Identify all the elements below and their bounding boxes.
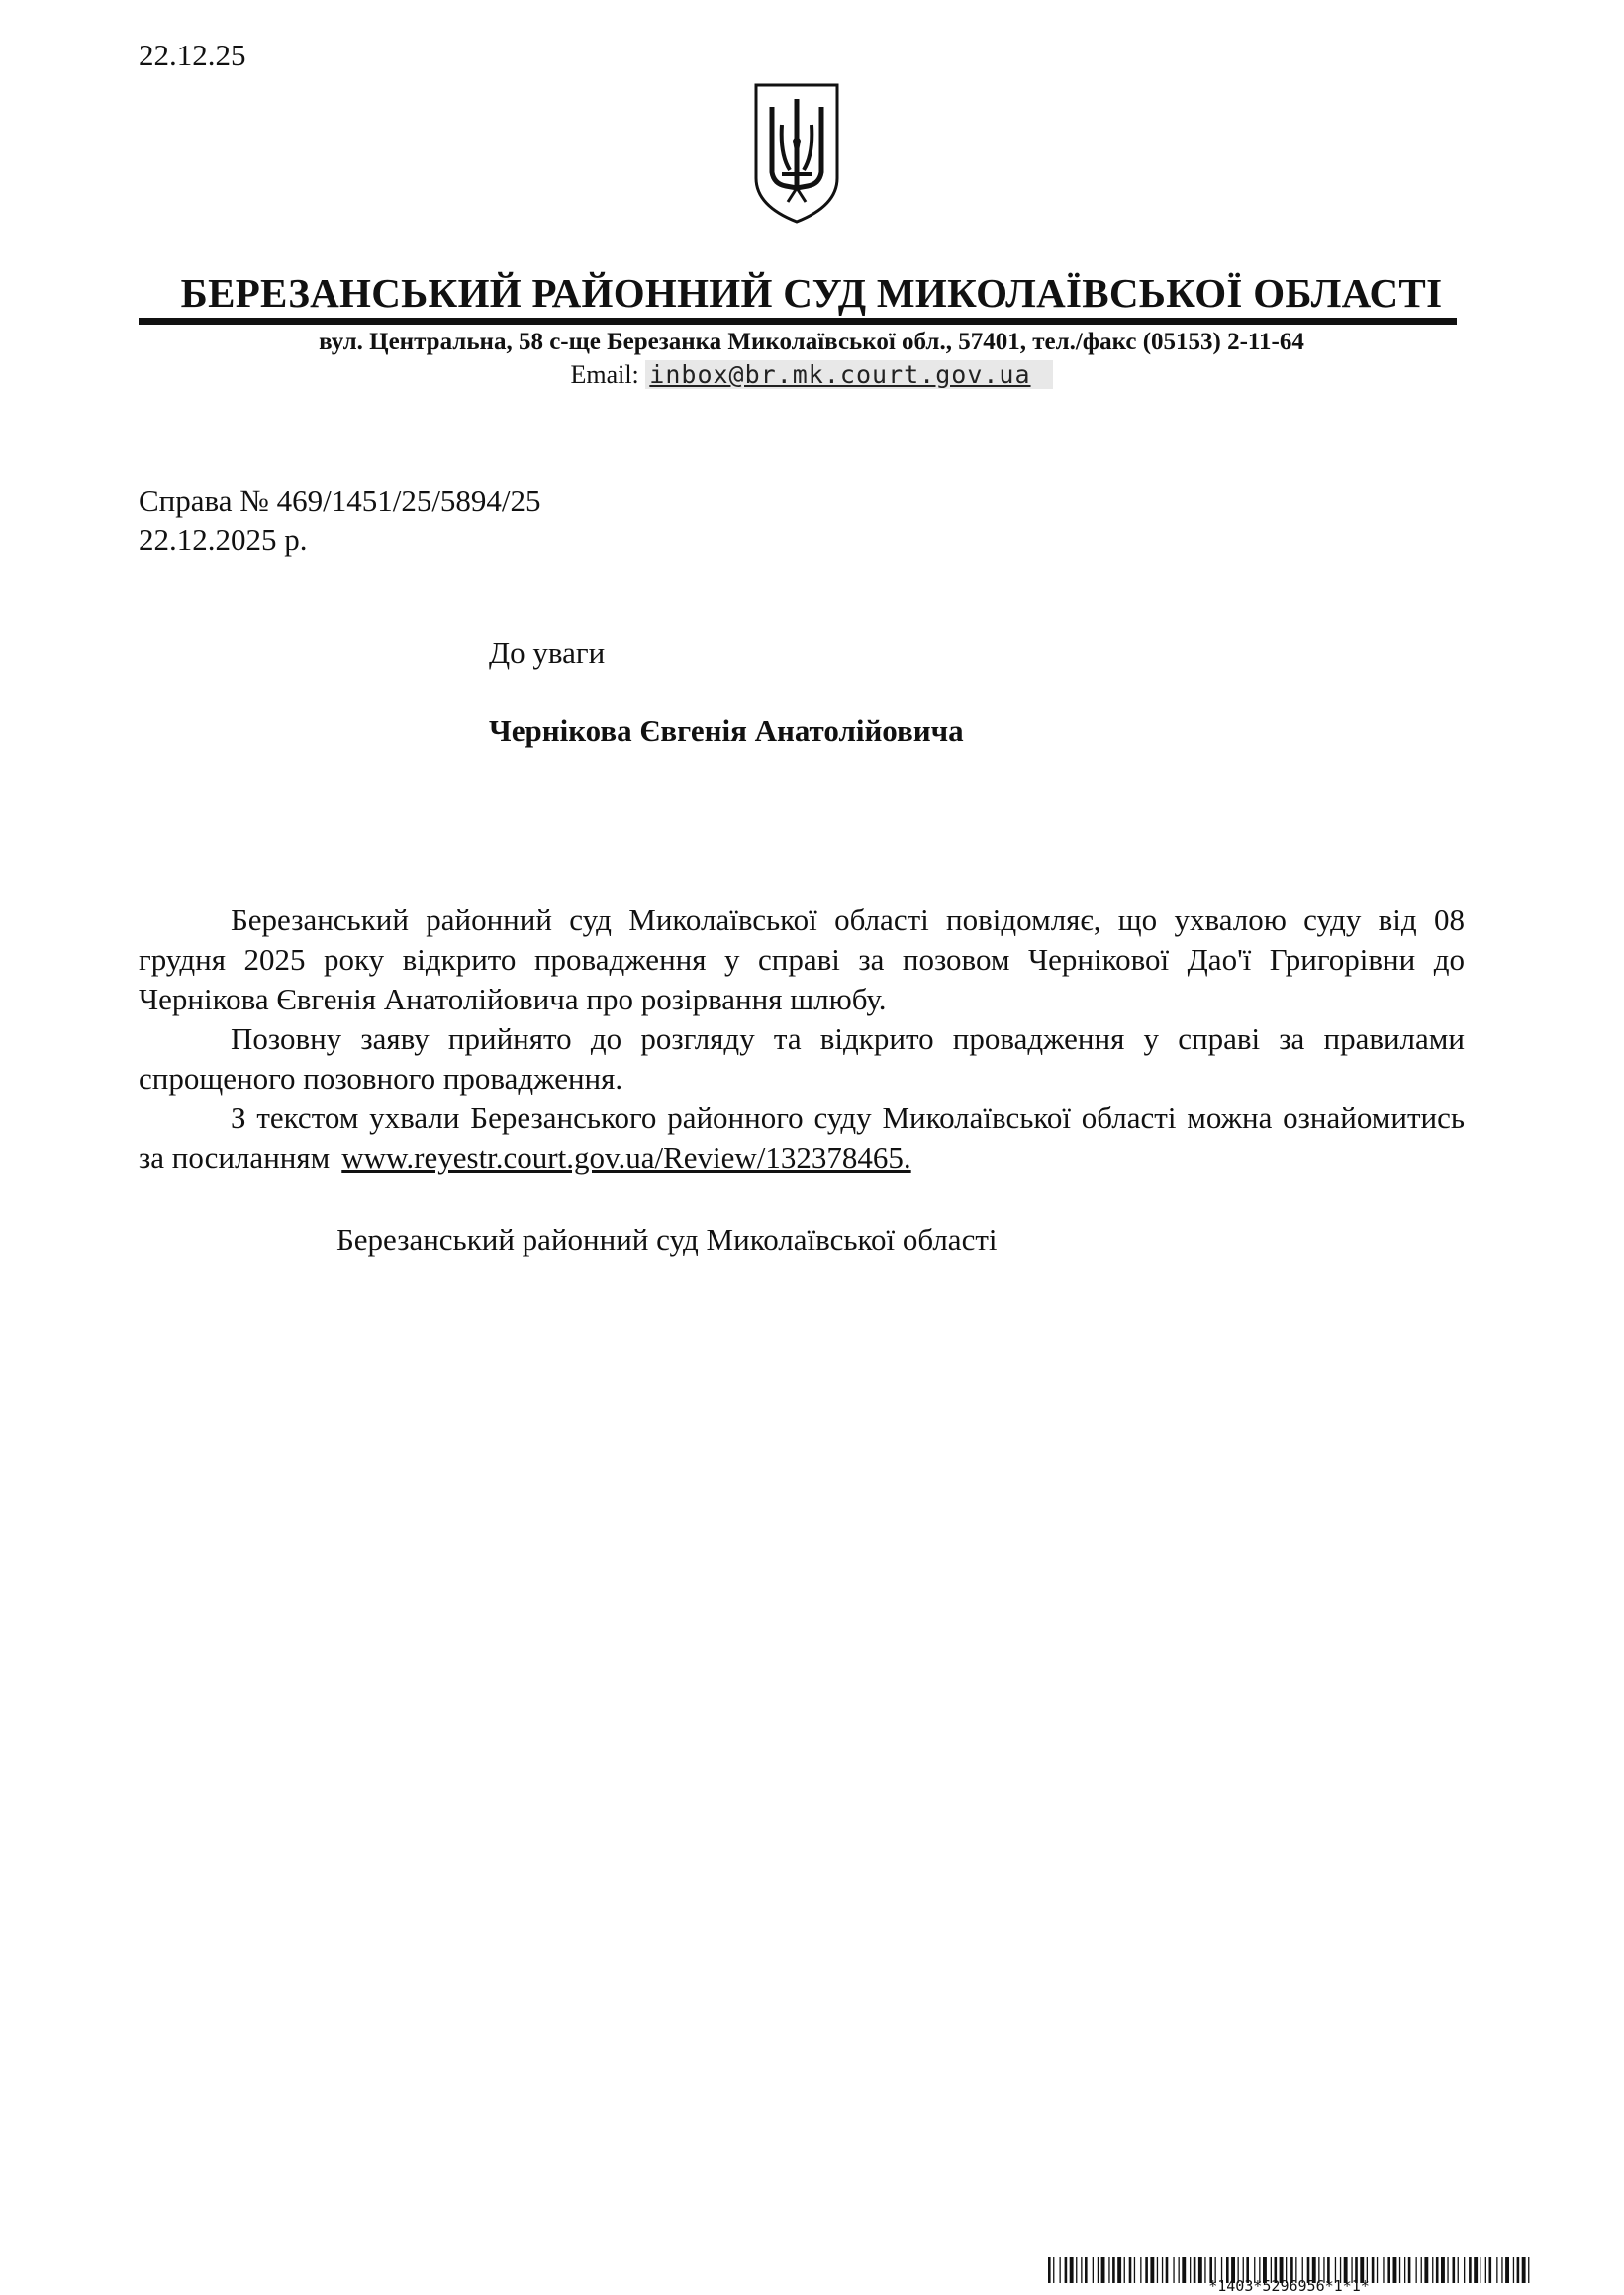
body-paragraph: Березанський районний суд Миколаївської області повідомляє, що ухвалою суду від 08 грудня 2025 року відкрито провадження у справі за позовом Чернікової Дао'ї Григорівни до Чернікова Євгенія Анатолійовича про розірвання шлюбу.: [139, 903, 1465, 1016]
body-paragraph: Позовну заяву прийнято до розгляду та відкрито провадження у справі за правилами спрощеного позовного провадження.: [139, 1021, 1465, 1096]
registry-link[interactable]: www.reyestr.court.gov.ua/Review/132378465.: [341, 1140, 911, 1175]
case-date: 22.12.2025 р.: [139, 523, 308, 557]
coat-of-arms-icon: [752, 81, 841, 226]
case-number: Справа № 469/1451/25/5894/25: [139, 483, 541, 518]
email-label: Email:: [570, 360, 639, 389]
email-link[interactable]: inbox@br.mk.court.gov.ua: [645, 360, 1052, 389]
court-name-heading: БЕРЕЗАНСЬКИЙ РАЙОННИЙ СУД МИКОЛАЇВСЬКОЇ ОБЛАСТІ: [180, 270, 1443, 316]
email-line: [119, 360, 1504, 390]
attention-label: До уваги: [489, 635, 606, 670]
signature-line: Березанський районний суд Миколаївської області: [336, 1222, 998, 1257]
date-stamp: 22.12.25: [139, 38, 246, 72]
recipient-name: Чернікова Євгенія Анатолійовича: [489, 714, 964, 748]
body-paragraph-text: З текстом ухвали Березанського районного суду Миколаївської області можна ознайомитись за посиланням: [139, 1100, 1465, 1175]
header-divider: [139, 318, 1457, 325]
document-barcode: [1048, 2257, 1530, 2295]
court-address: вул. Центральна, 58 с-ще Березанка Миколаївської обл., 57401, тел./факс (05153) 2-11-64: [319, 329, 1304, 355]
barcode-caption: *1403*5296956*1*1*: [1208, 2277, 1370, 2295]
body-paragraph: [139, 1099, 1465, 1178]
notice-body: [139, 901, 1465, 1178]
